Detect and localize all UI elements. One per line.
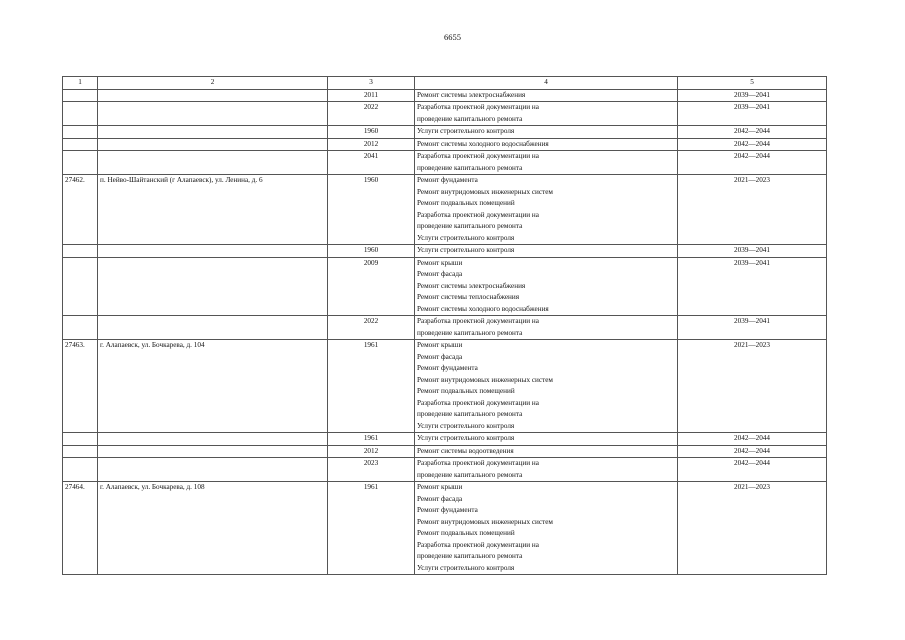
- item-number-cell: [63, 257, 98, 316]
- work-item: Ремонт фундамента: [417, 364, 478, 372]
- year-cell: 1960: [328, 245, 415, 258]
- address-cell: [98, 138, 328, 151]
- table-row: [63, 89, 827, 102]
- work-item: Услуги строительного контроля: [417, 127, 515, 135]
- table-row: [63, 458, 827, 482]
- address-cell: [98, 257, 328, 316]
- work-item: Ремонт системы электроснабжения: [417, 90, 526, 99]
- work-item: проведение капитального ремонта: [417, 470, 523, 479]
- column-header-4: 4: [415, 77, 678, 90]
- works-cell: [415, 89, 678, 102]
- item-number-cell: 27463.: [63, 340, 98, 433]
- work-item: Разработка проектной документации на: [417, 459, 539, 467]
- work-item: Услуги строительного контроля: [417, 563, 515, 572]
- work-item: Услуги строительного контроля: [417, 233, 515, 242]
- period-cell: 2042—2044: [678, 126, 827, 139]
- work-item: Услуги строительного контроля: [417, 246, 515, 254]
- address-cell: г. Алапаевск, ул. Бочкарева, д. 104: [98, 340, 328, 433]
- table-row: [63, 445, 827, 458]
- year-cell: 1960: [328, 175, 415, 245]
- table-row: [63, 151, 827, 175]
- works-cell: [415, 175, 678, 245]
- works-cell: [415, 433, 678, 446]
- work-item: Ремонт системы водоотведения: [417, 446, 514, 455]
- work-item: Ремонт подвальных помещений: [417, 199, 515, 207]
- work-item: проведение капитального ремонта: [417, 222, 523, 230]
- period-cell: 2042—2044: [678, 433, 827, 446]
- work-item: Ремонт системы теплоснабжения: [417, 293, 520, 301]
- address-cell: [98, 316, 328, 340]
- item-number-cell: [63, 316, 98, 340]
- table-row: [63, 175, 827, 245]
- period-cell: 2042—2044: [678, 138, 827, 151]
- work-item: Ремонт фасада: [417, 352, 463, 361]
- item-number-cell: [63, 433, 98, 446]
- year-cell: 2012: [328, 138, 415, 151]
- work-item: Услуги строительного контроля: [417, 434, 515, 442]
- year-cell: 1961: [328, 340, 415, 433]
- item-number-cell: 27464.: [63, 482, 98, 575]
- period-cell: 2021—2023: [678, 340, 827, 433]
- repair-schedule-table: [62, 76, 827, 575]
- table-row: [63, 340, 827, 433]
- table-row: [63, 316, 827, 340]
- table-row: [63, 126, 827, 139]
- works-cell: [415, 458, 678, 482]
- column-header-5: 5: [678, 77, 827, 90]
- address-cell: [98, 89, 328, 102]
- work-item: Разработка проектной документации на: [417, 103, 539, 111]
- year-cell: 1961: [328, 482, 415, 575]
- work-item: Ремонт внутридомовых инженерных систем: [417, 517, 553, 526]
- address-cell: [98, 151, 328, 175]
- work-item: Разработка проектной документации на: [417, 398, 539, 407]
- address-cell: п. Нейво-Шайтанский (г Алапаевск), ул. Ленина, д. 6: [98, 175, 328, 245]
- address-cell: [98, 126, 328, 139]
- work-item: Ремонт крыши: [417, 258, 463, 267]
- column-header-2: 2: [98, 77, 328, 90]
- work-item: проведение капитального ремонта: [417, 328, 523, 337]
- work-item: Ремонт фасада: [417, 494, 463, 503]
- year-cell: 1960: [328, 126, 415, 139]
- period-cell: 2021—2023: [678, 175, 827, 245]
- year-cell: 2041: [328, 151, 415, 175]
- item-number-cell: [63, 126, 98, 139]
- work-item: проведение капитального ремонта: [417, 163, 523, 172]
- work-item: Ремонт системы электроснабжения: [417, 281, 526, 290]
- address-cell: [98, 445, 328, 458]
- work-item: Ремонт подвальных помещений: [417, 529, 515, 537]
- year-cell: 2009: [328, 257, 415, 316]
- item-number-cell: [63, 138, 98, 151]
- page-number: 6655: [444, 32, 461, 42]
- item-number-cell: [63, 445, 98, 458]
- period-cell: 2042—2044: [678, 458, 827, 482]
- header-row: [63, 77, 827, 90]
- work-item: Ремонт подвальных помещений: [417, 387, 515, 395]
- work-item: Разработка проектной документации на: [417, 317, 539, 325]
- item-number-cell: [63, 102, 98, 126]
- year-cell: 2011: [328, 89, 415, 102]
- work-item: Ремонт крыши: [417, 483, 463, 491]
- works-cell: [415, 151, 678, 175]
- year-cell: 1961: [328, 433, 415, 446]
- column-header-1: 1: [63, 77, 98, 90]
- table-row: [63, 482, 827, 575]
- period-cell: 2039—2041: [678, 316, 827, 340]
- period-cell: 2042—2044: [678, 151, 827, 175]
- work-item: Разработка проектной документации на: [417, 210, 539, 219]
- works-cell: [415, 138, 678, 151]
- works-cell: [415, 257, 678, 316]
- address-cell: г. Алапаевск, ул. Бочкарева, д. 108: [98, 482, 328, 575]
- address-cell: [98, 102, 328, 126]
- year-cell: 2022: [328, 102, 415, 126]
- period-cell: 2021—2023: [678, 482, 827, 575]
- work-item: Ремонт внутридомовых инженерных систем: [417, 375, 553, 384]
- table-body: [63, 77, 827, 575]
- address-cell: [98, 458, 328, 482]
- table-row: [63, 257, 827, 316]
- year-cell: 2022: [328, 316, 415, 340]
- work-item: Ремонт системы холодного водоснабжения: [417, 304, 549, 313]
- item-number-cell: [63, 245, 98, 258]
- period-cell: 2039—2041: [678, 245, 827, 258]
- work-item: Ремонт фундамента: [417, 176, 478, 184]
- item-number-cell: 27462.: [63, 175, 98, 245]
- works-cell: [415, 316, 678, 340]
- period-cell: 2042—2044: [678, 445, 827, 458]
- address-cell: [98, 433, 328, 446]
- work-item: Разработка проектной документации на: [417, 152, 539, 160]
- works-cell: [415, 340, 678, 433]
- period-cell: 2039—2041: [678, 257, 827, 316]
- work-item: Ремонт крыши: [417, 341, 463, 349]
- table-row: [63, 245, 827, 258]
- work-item: проведение капитального ремонта: [417, 552, 523, 560]
- table-row: [63, 433, 827, 446]
- item-number-cell: [63, 458, 98, 482]
- works-cell: [415, 445, 678, 458]
- item-number-cell: [63, 151, 98, 175]
- period-cell: 2039—2041: [678, 89, 827, 102]
- column-header-3: 3: [328, 77, 415, 90]
- work-item: Ремонт системы холодного водоснабжения: [417, 139, 549, 148]
- works-cell: [415, 482, 678, 575]
- work-item: Разработка проектной документации на: [417, 540, 539, 549]
- year-cell: 2023: [328, 458, 415, 482]
- table-row: [63, 102, 827, 126]
- work-item: Услуги строительного контроля: [417, 421, 515, 430]
- work-item: проведение капитального ремонта: [417, 114, 523, 123]
- work-item: Ремонт внутридомовых инженерных систем: [417, 187, 553, 196]
- table-row: [63, 138, 827, 151]
- year-cell: 2012: [328, 445, 415, 458]
- work-item: Ремонт фасада: [417, 270, 463, 278]
- period-cell: 2039—2041: [678, 102, 827, 126]
- works-cell: [415, 126, 678, 139]
- work-item: проведение капитального ремонта: [417, 410, 523, 418]
- works-cell: [415, 245, 678, 258]
- address-cell: [98, 245, 328, 258]
- works-cell: [415, 102, 678, 126]
- work-item: Ремонт фундамента: [417, 506, 478, 514]
- item-number-cell: [63, 89, 98, 102]
